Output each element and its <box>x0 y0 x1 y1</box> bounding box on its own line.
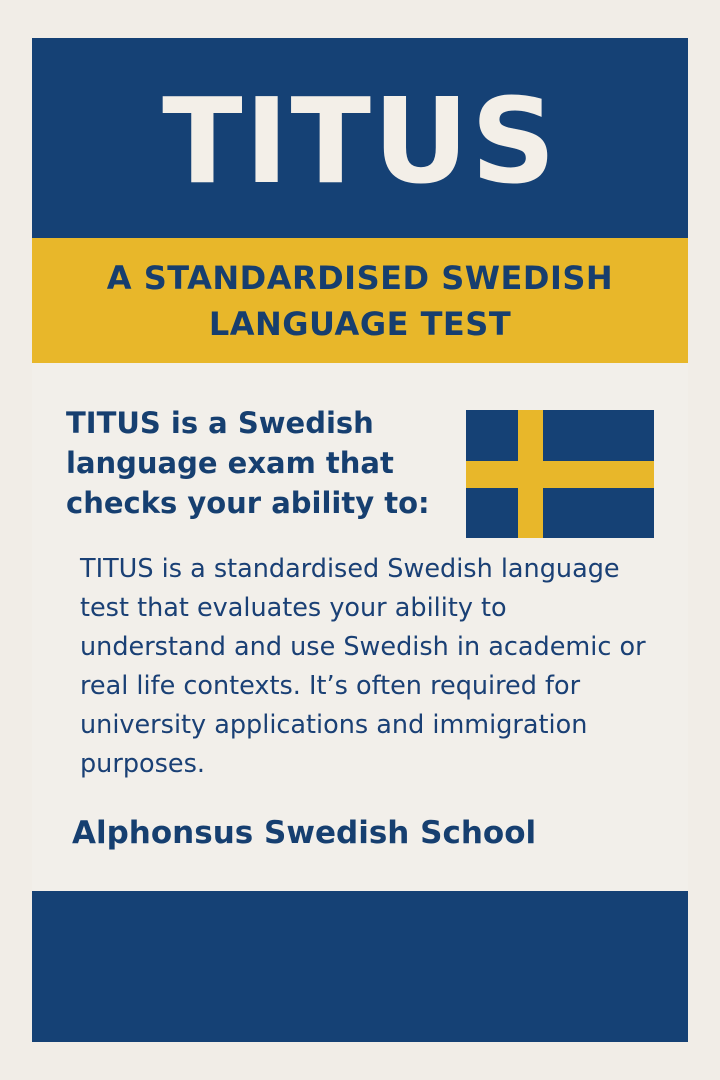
footer-band <box>32 891 688 1042</box>
poster-subtitle: A STANDARDISED SWEDISH LANGUAGE TEST <box>106 258 614 343</box>
subtitle-band <box>32 238 688 363</box>
poster <box>32 38 688 1042</box>
sweden-flag-icon <box>466 410 654 538</box>
school-name: Alphonsus Swedish School <box>72 815 537 851</box>
description-text: TITUS is a standardised Swedish language test that evaluates your ability to understand and use Swedish in academic or real life contexts. It’s often required for university applications and immigration purposes. <box>80 554 646 779</box>
lead-text: TITUS is a Swedish language exam that checks your ability to: <box>66 406 430 520</box>
poster-title: TITUS <box>162 72 558 210</box>
title-band <box>32 38 688 238</box>
